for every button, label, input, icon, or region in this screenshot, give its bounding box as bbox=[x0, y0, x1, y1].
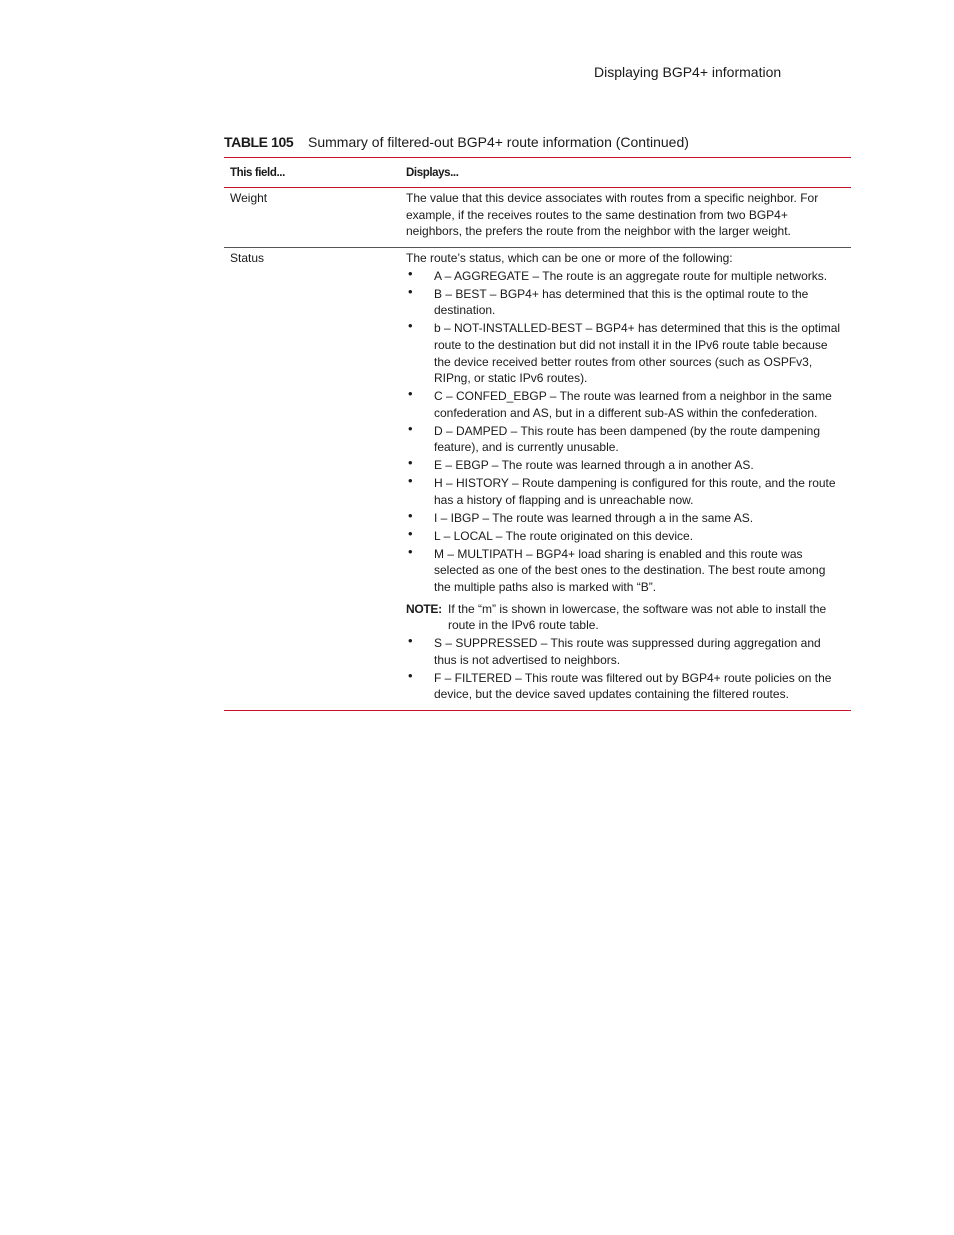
column-header-displays: Displays... bbox=[406, 166, 459, 179]
table-header-row bbox=[224, 158, 851, 187]
running-header: Displaying BGP4+ information bbox=[594, 64, 782, 80]
status-intro: The route’s status, which can be one or more of the following: bbox=[406, 250, 733, 265]
table-caption bbox=[224, 134, 851, 150]
table-row-status bbox=[224, 248, 851, 710]
list-item: • E – EBGP – The route was learned through a in another AS. bbox=[408, 455, 754, 473]
field-description-weight bbox=[400, 190, 851, 240]
bullet-icon: • bbox=[408, 386, 413, 402]
bullet-icon: • bbox=[408, 525, 413, 541]
list-item: • S – SUPPRESSED – This route was suppressed during aggregation and thus is not advertised to neighbors. bbox=[408, 633, 821, 667]
bullet-icon: • bbox=[408, 507, 413, 523]
list-item: • B – BEST – BGP4+ has determined that this is the optimal route to the destination. bbox=[408, 283, 809, 318]
list-item: • b – NOT-INSTALLED-BEST – BGP4+ has determined that this is the optimal route to the destination but did not install it in the IPv6 route table because the device received better routes from other sources (such as OSPFv3, RIPng, or static IPv6 routes). bbox=[408, 318, 841, 386]
route-info-table bbox=[224, 157, 851, 711]
column-header-field: This field... bbox=[230, 166, 285, 179]
list-item: • A – AGGREGATE – The route is an aggregate route for multiple networks. bbox=[408, 265, 828, 283]
bullet-icon: • bbox=[408, 455, 413, 471]
note-label: NOTE: bbox=[406, 601, 442, 616]
list-item: • C – CONFED_EBGP – The route was learned from a neighbor in the same confederation and AS, but in a different sub-AS within the confederation. bbox=[408, 386, 832, 420]
list-item: • I – IBGP – The route was learned through a in the same AS. bbox=[408, 507, 754, 525]
list-item: • M – MULTIPATH – BGP4+ load sharing is enabled and this route was selected as one of the best ones to the destination. The best route among the multiple paths also is marked with “B”. bbox=[408, 543, 826, 594]
weight-description: The value that this device associates with routes from a specific neighbor. For example, if the receives routes to the same destination from two BGP4+ neighbors, the prefers the route from the neighbor with the larger weight. bbox=[406, 191, 819, 239]
table-title: Summary of filtered-out BGP4+ route information (Continued) bbox=[308, 134, 689, 150]
field-name-status: Status bbox=[230, 250, 265, 265]
note bbox=[406, 601, 845, 634]
bullet-icon: • bbox=[408, 633, 413, 649]
field-description-status bbox=[400, 250, 851, 703]
bullet-icon: • bbox=[408, 473, 413, 489]
table-number: TABLE 105 bbox=[224, 134, 294, 150]
list-item: • D – DAMPED – This route has been dampened (by the route dampening feature), and is currently unusable. bbox=[408, 420, 821, 455]
list-item: • L – LOCAL – The route originated on this device. bbox=[408, 525, 694, 543]
bullet-icon: • bbox=[408, 283, 413, 299]
bullet-icon: • bbox=[408, 265, 413, 281]
bullet-icon: • bbox=[408, 543, 413, 559]
table-row-weight bbox=[224, 188, 851, 247]
bullet-icon: • bbox=[408, 420, 413, 436]
bullet-icon: • bbox=[408, 318, 413, 334]
note-text: If the “m” is shown in lowercase, the software was not able to install the route in the IPv6 route table. bbox=[448, 601, 827, 633]
list-item: • H – HISTORY – Route dampening is configured for this route, and the route has a history of flapping and is unreachable now. bbox=[408, 473, 836, 507]
table-bottom-rule bbox=[224, 710, 851, 711]
list-item: • F – FILTERED – This route was filtered out by BGP4+ route policies on the device, but the device saved updates containing the filtered routes. bbox=[408, 667, 832, 702]
bullet-icon: • bbox=[408, 667, 413, 683]
status-code-list bbox=[406, 265, 845, 596]
field-name-weight: Weight bbox=[230, 191, 268, 205]
status-code-list-continued bbox=[406, 635, 845, 703]
